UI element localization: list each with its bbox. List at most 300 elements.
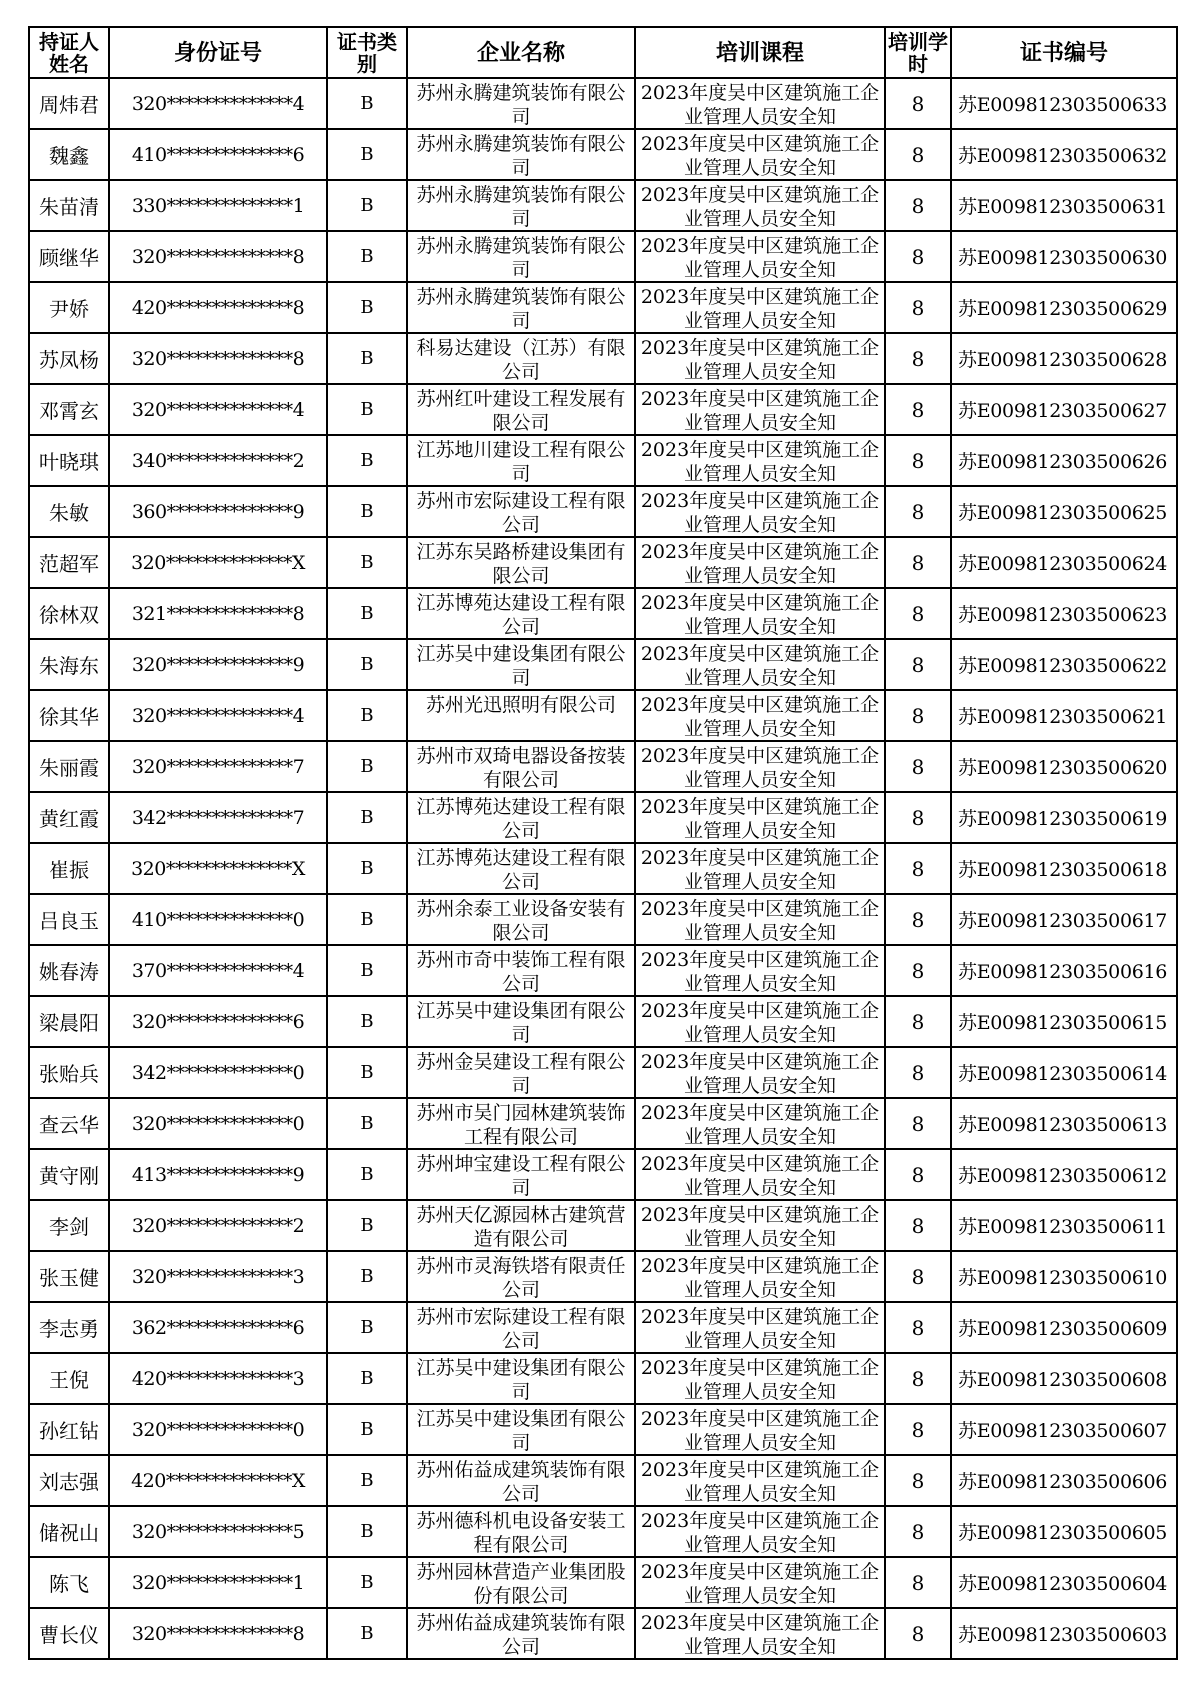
table-row <box>29 945 1177 996</box>
cell-course <box>635 1047 885 1098</box>
cell-course-text: 2023年度吴中区建筑施工企业管理人员安全知 <box>640 490 880 534</box>
cell-course <box>635 741 885 792</box>
cell-hours: 8 <box>885 690 951 741</box>
table-body <box>29 78 1177 1659</box>
cell-company <box>407 78 635 129</box>
table-row <box>29 843 1177 894</box>
header-company: 企业名称 <box>407 27 635 78</box>
cell-cert-number: 苏E009812303500616 <box>951 945 1177 996</box>
cell-course-text: 2023年度吴中区建筑施工企业管理人员安全知 <box>640 1255 880 1299</box>
cell-id-number: 320**************4 <box>109 78 327 129</box>
cell-course-text: 2023年度吴中区建筑施工企业管理人员安全知 <box>640 1051 880 1095</box>
cell-cert-number: 苏E009812303500621 <box>951 690 1177 741</box>
cell-id-number: 340**************2 <box>109 435 327 486</box>
cell-cert-number: 苏E009812303500625 <box>951 486 1177 537</box>
cell-course <box>635 1251 885 1302</box>
cell-course-text: 2023年度吴中区建筑施工企业管理人员安全知 <box>640 1561 880 1605</box>
cell-holder-name: 朱苗清 <box>29 180 109 231</box>
cell-course <box>635 1404 885 1455</box>
cell-course-text: 2023年度吴中区建筑施工企业管理人员安全知 <box>640 1306 880 1350</box>
cell-holder-name: 朱丽霞 <box>29 741 109 792</box>
cell-company <box>407 486 635 537</box>
cell-holder-name: 黄守刚 <box>29 1149 109 1200</box>
cell-cert-category: B <box>327 843 407 894</box>
cell-course-text: 2023年度吴中区建筑施工企业管理人员安全知 <box>640 949 880 993</box>
certificate-table-sheet <box>28 26 1178 1660</box>
cell-cert-category: B <box>327 231 407 282</box>
cell-company-text: 江苏博苑达建设工程有限公司 <box>416 592 626 636</box>
table-row <box>29 1455 1177 1506</box>
cell-course-text: 2023年度吴中区建筑施工企业管理人员安全知 <box>640 592 880 636</box>
cell-cert-number: 苏E009812303500617 <box>951 894 1177 945</box>
cell-course-text: 2023年度吴中区建筑施工企业管理人员安全知 <box>640 1102 880 1146</box>
cell-company-text: 苏州市宏际建设工程有限公司 <box>416 490 626 534</box>
cell-cert-category: B <box>327 1455 407 1506</box>
cell-course-text: 2023年度吴中区建筑施工企业管理人员安全知 <box>640 439 880 483</box>
cell-cert-number: 苏E009812303500619 <box>951 792 1177 843</box>
cell-cert-category: B <box>327 129 407 180</box>
cell-hours: 8 <box>885 894 951 945</box>
cell-course <box>635 537 885 588</box>
cell-course <box>635 996 885 1047</box>
cell-course-text: 2023年度吴中区建筑施工企业管理人员安全知 <box>640 1612 880 1656</box>
cell-company <box>407 843 635 894</box>
cell-holder-name: 范超军 <box>29 537 109 588</box>
cell-cert-number: 苏E009812303500615 <box>951 996 1177 1047</box>
cell-course-text: 2023年度吴中区建筑施工企业管理人员安全知 <box>640 541 880 585</box>
cell-course <box>635 1149 885 1200</box>
cell-holder-name: 魏鑫 <box>29 129 109 180</box>
cell-holder-name: 朱敏 <box>29 486 109 537</box>
table-row <box>29 639 1177 690</box>
cell-company <box>407 1251 635 1302</box>
cell-course-text: 2023年度吴中区建筑施工企业管理人员安全知 <box>640 745 880 789</box>
cell-id-number: 320**************8 <box>109 1608 327 1659</box>
cell-hours: 8 <box>885 1047 951 1098</box>
header-hours: 培训学时 <box>885 27 951 78</box>
cell-company <box>407 996 635 1047</box>
cell-company <box>407 894 635 945</box>
cell-company-text: 江苏吴中建设集团有限公司 <box>416 1408 626 1452</box>
cell-course <box>635 1353 885 1404</box>
cell-cert-number: 苏E009812303500610 <box>951 1251 1177 1302</box>
table-header-row <box>29 27 1177 78</box>
cell-id-number: 362**************6 <box>109 1302 327 1353</box>
cell-hours: 8 <box>885 1251 951 1302</box>
table-row <box>29 486 1177 537</box>
cell-holder-name: 陈飞 <box>29 1557 109 1608</box>
cell-company-text: 苏州市灵海铁塔有限责任公司 <box>416 1255 626 1299</box>
cell-company-text: 江苏吴中建设集团有限公司 <box>416 643 626 687</box>
cell-hours: 8 <box>885 588 951 639</box>
cell-id-number: 420**************8 <box>109 282 327 333</box>
cell-cert-category: B <box>327 1098 407 1149</box>
cell-hours: 8 <box>885 1506 951 1557</box>
cell-hours: 8 <box>885 486 951 537</box>
cell-cert-category: B <box>327 1200 407 1251</box>
cell-hours: 8 <box>885 1557 951 1608</box>
cell-holder-name: 查云华 <box>29 1098 109 1149</box>
cell-course <box>635 180 885 231</box>
cell-company <box>407 945 635 996</box>
cell-course <box>635 129 885 180</box>
table-row <box>29 741 1177 792</box>
cell-company <box>407 435 635 486</box>
header-cert-number: 证书编号 <box>951 27 1177 78</box>
cell-company-text: 江苏吴中建设集团有限公司 <box>416 1357 626 1401</box>
cell-holder-name: 尹娇 <box>29 282 109 333</box>
cell-course <box>635 1200 885 1251</box>
cell-holder-name: 邓霄玄 <box>29 384 109 435</box>
cell-company <box>407 1200 635 1251</box>
table-row <box>29 435 1177 486</box>
cell-id-number: 320**************1 <box>109 1557 327 1608</box>
cell-course <box>635 1557 885 1608</box>
cell-id-number: 320**************7 <box>109 741 327 792</box>
cell-company-text: 苏州市双琦电器设备按装有限公司 <box>416 745 626 789</box>
cell-company <box>407 588 635 639</box>
cell-course-text: 2023年度吴中区建筑施工企业管理人员安全知 <box>640 1510 880 1554</box>
cell-holder-name: 崔振 <box>29 843 109 894</box>
table-row <box>29 1506 1177 1557</box>
table-row <box>29 180 1177 231</box>
header-id-number: 身份证号 <box>109 27 327 78</box>
cell-cert-number: 苏E009812303500614 <box>951 1047 1177 1098</box>
cell-hours: 8 <box>885 78 951 129</box>
cell-course-text: 2023年度吴中区建筑施工企业管理人员安全知 <box>640 82 880 126</box>
cell-course-text: 2023年度吴中区建筑施工企业管理人员安全知 <box>640 898 880 942</box>
cell-cert-category: B <box>327 1353 407 1404</box>
table-row <box>29 1098 1177 1149</box>
cell-company-text: 苏州余泰工业设备安装有限公司 <box>416 898 626 942</box>
cell-cert-number: 苏E009812303500630 <box>951 231 1177 282</box>
cell-id-number: 420**************3 <box>109 1353 327 1404</box>
cell-hours: 8 <box>885 435 951 486</box>
cell-company <box>407 1353 635 1404</box>
cell-holder-name: 吕良玉 <box>29 894 109 945</box>
cell-company <box>407 792 635 843</box>
cell-id-number: 320**************5 <box>109 1506 327 1557</box>
cell-course-text: 2023年度吴中区建筑施工企业管理人员安全知 <box>640 796 880 840</box>
header-cert-category: 证书类别 <box>327 27 407 78</box>
cell-company <box>407 333 635 384</box>
cell-cert-number: 苏E009812303500626 <box>951 435 1177 486</box>
cell-hours: 8 <box>885 1404 951 1455</box>
cell-hours: 8 <box>885 1098 951 1149</box>
cell-company <box>407 1455 635 1506</box>
cell-cert-number: 苏E009812303500603 <box>951 1608 1177 1659</box>
cell-course-text: 2023年度吴中区建筑施工企业管理人员安全知 <box>640 133 880 177</box>
cell-cert-category: B <box>327 639 407 690</box>
cell-id-number: 330**************1 <box>109 180 327 231</box>
cell-course <box>635 282 885 333</box>
cell-holder-name: 徐其华 <box>29 690 109 741</box>
table-row <box>29 1608 1177 1659</box>
certificate-table <box>28 26 1178 1660</box>
cell-company-text: 苏州佑益成建筑装饰有限公司 <box>416 1459 626 1503</box>
cell-company-text: 苏州红叶建设工程发展有限公司 <box>416 388 626 432</box>
cell-course-text: 2023年度吴中区建筑施工企业管理人员安全知 <box>640 235 880 279</box>
cell-id-number: 320**************2 <box>109 1200 327 1251</box>
cell-holder-name: 张玉健 <box>29 1251 109 1302</box>
cell-company-text: 苏州天亿源园林古建筑营造有限公司 <box>416 1204 626 1248</box>
table-row <box>29 1251 1177 1302</box>
cell-holder-name: 苏凤杨 <box>29 333 109 384</box>
table-row <box>29 1149 1177 1200</box>
cell-company <box>407 129 635 180</box>
cell-company <box>407 1608 635 1659</box>
cell-holder-name: 梁晨阳 <box>29 996 109 1047</box>
cell-hours: 8 <box>885 639 951 690</box>
cell-id-number: 320**************X <box>109 843 327 894</box>
cell-company-text: 科易达建设（江苏）有限公司 <box>416 337 626 381</box>
cell-course <box>635 588 885 639</box>
cell-id-number: 320**************4 <box>109 690 327 741</box>
cell-course-text: 2023年度吴中区建筑施工企业管理人员安全知 <box>640 1000 880 1044</box>
cell-company-text: 苏州金吴建设工程有限公司 <box>416 1051 626 1095</box>
cell-cert-number: 苏E009812303500632 <box>951 129 1177 180</box>
table-row <box>29 996 1177 1047</box>
table-row <box>29 1047 1177 1098</box>
cell-course <box>635 792 885 843</box>
cell-company <box>407 1047 635 1098</box>
cell-id-number: 420**************X <box>109 1455 327 1506</box>
cell-company-text: 江苏吴中建设集团有限公司 <box>416 1000 626 1044</box>
cell-id-number: 320**************6 <box>109 996 327 1047</box>
cell-cert-category: B <box>327 384 407 435</box>
cell-company-text: 江苏博苑达建设工程有限公司 <box>416 847 626 891</box>
cell-company-text: 江苏东吴路桥建设集团有限公司 <box>416 541 626 585</box>
table-row <box>29 333 1177 384</box>
cell-hours: 8 <box>885 792 951 843</box>
cell-hours: 8 <box>885 333 951 384</box>
cell-company-text: 苏州永腾建筑装饰有限公司 <box>416 286 626 330</box>
cell-company-text: 苏州永腾建筑装饰有限公司 <box>416 235 626 279</box>
cell-cert-category: B <box>327 588 407 639</box>
cell-cert-category: B <box>327 1302 407 1353</box>
cell-cert-category: B <box>327 996 407 1047</box>
cell-course-text: 2023年度吴中区建筑施工企业管理人员安全知 <box>640 694 880 738</box>
cell-company-text: 苏州永腾建筑装饰有限公司 <box>416 82 626 126</box>
cell-course <box>635 486 885 537</box>
cell-id-number: 320**************9 <box>109 639 327 690</box>
cell-cert-number: 苏E009812303500622 <box>951 639 1177 690</box>
cell-hours: 8 <box>885 1353 951 1404</box>
cell-company <box>407 690 635 741</box>
table-row <box>29 1200 1177 1251</box>
cell-hours: 8 <box>885 537 951 588</box>
cell-holder-name: 朱海东 <box>29 639 109 690</box>
cell-holder-name: 李剑 <box>29 1200 109 1251</box>
table-row <box>29 78 1177 129</box>
cell-cert-number: 苏E009812303500627 <box>951 384 1177 435</box>
cell-cert-number: 苏E009812303500623 <box>951 588 1177 639</box>
cell-id-number: 320**************X <box>109 537 327 588</box>
cell-company <box>407 1098 635 1149</box>
cell-cert-number: 苏E009812303500609 <box>951 1302 1177 1353</box>
cell-id-number: 410**************0 <box>109 894 327 945</box>
cell-course <box>635 1098 885 1149</box>
cell-company <box>407 537 635 588</box>
cell-cert-category: B <box>327 1251 407 1302</box>
cell-id-number: 320**************8 <box>109 333 327 384</box>
cell-holder-name: 张贻兵 <box>29 1047 109 1098</box>
cell-company <box>407 1557 635 1608</box>
cell-course <box>635 1506 885 1557</box>
cell-cert-category: B <box>327 1506 407 1557</box>
cell-course-text: 2023年度吴中区建筑施工企业管理人员安全知 <box>640 847 880 891</box>
table-row <box>29 894 1177 945</box>
cell-course <box>635 384 885 435</box>
cell-cert-number: 苏E009812303500607 <box>951 1404 1177 1455</box>
cell-holder-name: 王倪 <box>29 1353 109 1404</box>
cell-holder-name: 李志勇 <box>29 1302 109 1353</box>
cell-course <box>635 843 885 894</box>
cell-cert-number: 苏E009812303500611 <box>951 1200 1177 1251</box>
cell-holder-name: 黄红霞 <box>29 792 109 843</box>
header-holder-name: 持证人姓名 <box>29 27 109 78</box>
cell-holder-name: 孙红钻 <box>29 1404 109 1455</box>
table-row <box>29 1557 1177 1608</box>
cell-course <box>635 1455 885 1506</box>
cell-course-text: 2023年度吴中区建筑施工企业管理人员安全知 <box>640 643 880 687</box>
cell-cert-category: B <box>327 1149 407 1200</box>
cell-cert-number: 苏E009812303500628 <box>951 333 1177 384</box>
cell-course-text: 2023年度吴中区建筑施工企业管理人员安全知 <box>640 286 880 330</box>
cell-cert-number: 苏E009812303500608 <box>951 1353 1177 1404</box>
table-row <box>29 384 1177 435</box>
cell-hours: 8 <box>885 180 951 231</box>
cell-course <box>635 231 885 282</box>
cell-cert-category: B <box>327 894 407 945</box>
cell-company-text: 苏州市奇中装饰工程有限公司 <box>416 949 626 993</box>
cell-id-number: 320**************3 <box>109 1251 327 1302</box>
cell-cert-number: 苏E009812303500606 <box>951 1455 1177 1506</box>
cell-hours: 8 <box>885 1608 951 1659</box>
cell-id-number: 370**************4 <box>109 945 327 996</box>
cell-company-text: 江苏博苑达建设工程有限公司 <box>416 796 626 840</box>
cell-company <box>407 1404 635 1455</box>
cell-hours: 8 <box>885 1455 951 1506</box>
cell-company-text: 苏州永腾建筑装饰有限公司 <box>416 184 626 228</box>
cell-cert-category: B <box>327 486 407 537</box>
cell-holder-name: 徐林双 <box>29 588 109 639</box>
table-row <box>29 537 1177 588</box>
cell-hours: 8 <box>885 843 951 894</box>
cell-company-text: 苏州德科机电设备安装工程有限公司 <box>416 1510 626 1554</box>
cell-hours: 8 <box>885 282 951 333</box>
cell-course <box>635 435 885 486</box>
cell-holder-name: 储祝山 <box>29 1506 109 1557</box>
cell-company <box>407 180 635 231</box>
cell-course <box>635 78 885 129</box>
cell-hours: 8 <box>885 1302 951 1353</box>
cell-cert-number: 苏E009812303500624 <box>951 537 1177 588</box>
cell-company <box>407 639 635 690</box>
table-row <box>29 231 1177 282</box>
table-row <box>29 1302 1177 1353</box>
cell-company-text: 苏州坤宝建设工程有限公司 <box>416 1153 626 1197</box>
cell-company <box>407 1302 635 1353</box>
table-row <box>29 129 1177 180</box>
cell-company-text: 苏州市吴门园林建筑装饰工程有限公司 <box>416 1102 626 1146</box>
cell-course-text: 2023年度吴中区建筑施工企业管理人员安全知 <box>640 1204 880 1248</box>
header-course: 培训课程 <box>635 27 885 78</box>
cell-holder-name: 顾继华 <box>29 231 109 282</box>
cell-company-text: 苏州光迅照明有限公司 <box>425 694 616 716</box>
cell-holder-name: 叶晓琪 <box>29 435 109 486</box>
cell-course <box>635 333 885 384</box>
table-row <box>29 792 1177 843</box>
cell-course <box>635 690 885 741</box>
cell-company <box>407 1506 635 1557</box>
cell-cert-category: B <box>327 945 407 996</box>
cell-hours: 8 <box>885 1149 951 1200</box>
cell-cert-category: B <box>327 78 407 129</box>
cell-course-text: 2023年度吴中区建筑施工企业管理人员安全知 <box>640 388 880 432</box>
cell-cert-number: 苏E009812303500633 <box>951 78 1177 129</box>
cell-company-text: 江苏地川建设工程有限公司 <box>416 439 626 483</box>
cell-company <box>407 384 635 435</box>
cell-id-number: 321**************8 <box>109 588 327 639</box>
cell-id-number: 320**************4 <box>109 384 327 435</box>
cell-hours: 8 <box>885 996 951 1047</box>
cell-course <box>635 1608 885 1659</box>
cell-hours: 8 <box>885 129 951 180</box>
table-row <box>29 1353 1177 1404</box>
cell-cert-category: B <box>327 741 407 792</box>
table-row <box>29 690 1177 741</box>
cell-course <box>635 639 885 690</box>
cell-cert-category: B <box>327 537 407 588</box>
cell-cert-category: B <box>327 1557 407 1608</box>
table-row <box>29 588 1177 639</box>
cell-id-number: 320**************0 <box>109 1404 327 1455</box>
cell-cert-number: 苏E009812303500629 <box>951 282 1177 333</box>
cell-holder-name: 曹长仪 <box>29 1608 109 1659</box>
cell-cert-number: 苏E009812303500613 <box>951 1098 1177 1149</box>
cell-course-text: 2023年度吴中区建筑施工企业管理人员安全知 <box>640 1357 880 1401</box>
cell-id-number: 320**************0 <box>109 1098 327 1149</box>
cell-id-number: 342**************7 <box>109 792 327 843</box>
cell-company <box>407 231 635 282</box>
cell-id-number: 342**************0 <box>109 1047 327 1098</box>
cell-hours: 8 <box>885 384 951 435</box>
cell-hours: 8 <box>885 1200 951 1251</box>
cell-hours: 8 <box>885 231 951 282</box>
cell-course-text: 2023年度吴中区建筑施工企业管理人员安全知 <box>640 337 880 381</box>
cell-id-number: 410**************6 <box>109 129 327 180</box>
cell-course-text: 2023年度吴中区建筑施工企业管理人员安全知 <box>640 1408 880 1452</box>
cell-cert-category: B <box>327 1047 407 1098</box>
cell-cert-category: B <box>327 282 407 333</box>
cell-course-text: 2023年度吴中区建筑施工企业管理人员安全知 <box>640 1153 880 1197</box>
cell-company <box>407 741 635 792</box>
cell-company <box>407 282 635 333</box>
cell-id-number: 320**************8 <box>109 231 327 282</box>
table-row <box>29 1404 1177 1455</box>
cell-cert-category: B <box>327 690 407 741</box>
cell-holder-name: 姚春涛 <box>29 945 109 996</box>
cell-cert-category: B <box>327 333 407 384</box>
cell-cert-category: B <box>327 435 407 486</box>
cell-course <box>635 1302 885 1353</box>
cell-course <box>635 894 885 945</box>
cell-cert-number: 苏E009812303500631 <box>951 180 1177 231</box>
cell-holder-name: 刘志强 <box>29 1455 109 1506</box>
cell-cert-number: 苏E009812303500620 <box>951 741 1177 792</box>
cell-company-text: 苏州佑益成建筑装饰有限公司 <box>416 1612 626 1656</box>
